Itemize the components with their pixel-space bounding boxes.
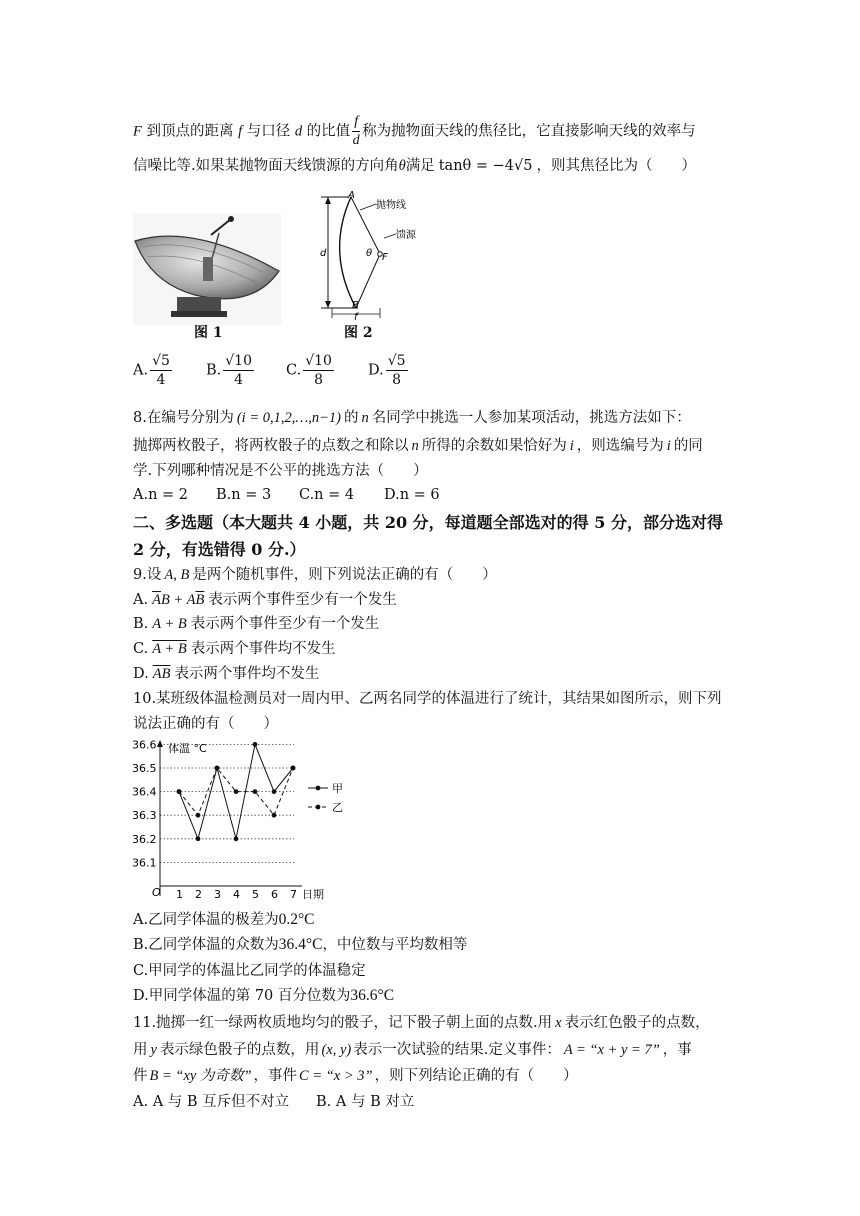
x-axis-label: 日期	[302, 888, 324, 901]
x-tick-label: 5	[252, 888, 259, 901]
q11-option-b: B. A 与 B 对立	[316, 1094, 415, 1110]
x-tick-label: 6	[271, 888, 278, 901]
expr-not-a-plus-b: A + B	[152, 641, 187, 657]
x-tick-label: 1	[176, 888, 183, 901]
y-axis-arrow	[157, 740, 163, 747]
label-A: A	[348, 190, 355, 201]
expr-a-plus-b: A + B	[152, 616, 187, 632]
option-text: D.甲同学体温的第 70 百分位数为	[133, 988, 351, 1004]
y-tick-label: 36.1	[132, 856, 157, 870]
origin-label: O	[152, 886, 161, 899]
q10-line2: 说法正确的有（ ）	[133, 716, 278, 732]
q11-text: 表示一次试验的结果.定义事件：	[353, 1042, 561, 1058]
legend-label: 乙	[332, 801, 343, 814]
y-tick-label: 36.6	[132, 738, 157, 752]
legend-marker	[316, 786, 321, 791]
x-tick-label: 7	[290, 888, 297, 901]
q11-line1	[133, 1013, 710, 1033]
data-point	[253, 789, 258, 794]
option-denominator: 8	[392, 372, 402, 388]
q11-text: ，则下列结论正确的有（ ）	[374, 1068, 578, 1084]
q8-text: 所得的余数如果恰好为	[421, 438, 567, 454]
focus-label: F	[133, 123, 142, 140]
q10-option-c: C.甲同学的体温比乙同学的体温稳定	[133, 963, 366, 979]
q11-option-a: A. A 与 B 互斥但不对立	[133, 1094, 290, 1110]
q11-text: 用	[133, 1042, 148, 1058]
y-tick-label: 36.4	[132, 785, 157, 799]
q8-text: 的	[344, 410, 359, 426]
option-numerator: √5	[152, 353, 170, 369]
x-tick-label: 4	[233, 888, 240, 901]
q8-line2	[133, 436, 703, 456]
q8-text: 8.在编号分别为	[133, 410, 234, 426]
data-point	[234, 789, 239, 794]
data-point	[196, 813, 201, 818]
i-var: i	[569, 438, 574, 454]
y-var: y	[150, 1042, 157, 1058]
event-a-def: A = “x + y = 7”	[563, 1042, 660, 1058]
q7-text: 到顶点的距离	[141, 123, 239, 140]
q7-option-c	[286, 352, 336, 389]
figure-1-dish-photo	[133, 213, 281, 325]
option-text: ，中位数与平均数相等	[322, 937, 468, 953]
option-key: D.	[368, 362, 384, 379]
legend-marker	[316, 805, 321, 810]
q10-option-a	[133, 910, 315, 930]
q7-text: 称为抛物面天线的焦径比，它直接影响天线的效率与	[362, 123, 696, 140]
q8-option-d: D.n = 6	[384, 487, 440, 503]
q9-option-c	[133, 639, 336, 659]
option-value: 0.2°C	[278, 911, 315, 928]
q7-option-d	[368, 352, 410, 389]
label-d: d	[320, 248, 327, 259]
q9-text: 9.设	[133, 567, 162, 583]
events-ab: A, B	[164, 567, 190, 583]
label-B: B	[352, 300, 359, 311]
q7-text: ，则其焦径比为（ ）	[536, 158, 696, 174]
option-denominator: 8	[314, 372, 324, 388]
option-text: A.乙同学体温的极差为	[133, 912, 279, 928]
q8-option-b: B.n = 3	[216, 487, 272, 503]
option-text: 表示两个事件至少有一个发生	[190, 616, 380, 632]
option-denominator: 4	[234, 372, 244, 388]
option-numerator: √5	[387, 353, 406, 369]
data-point	[234, 836, 239, 841]
expr-a-bar-b-plus-a-b-bar: $\overline{A}B + A\overline{B}$	[152, 592, 205, 608]
y-tick-label: 36.2	[132, 832, 157, 846]
n-var: n	[411, 438, 419, 454]
data-point	[291, 766, 296, 771]
q7-option-b	[206, 352, 256, 389]
option-value: 36.4°C	[278, 936, 323, 953]
label-f: f	[354, 312, 358, 320]
diameter-var: d	[294, 123, 303, 140]
label-theta: θ	[366, 248, 373, 259]
data-point	[177, 789, 182, 794]
figure-1-caption: 图 1	[194, 325, 223, 341]
q9-text: 是两个随机事件，则下列说法正确的有（ ）	[192, 567, 497, 583]
option-text: B.乙同学体温的众数为	[133, 937, 279, 953]
event-b-def: B = “xy 为奇数”	[149, 1068, 252, 1084]
data-point	[272, 813, 277, 818]
label-F: F	[382, 252, 388, 263]
index-set: (i = 0,1,2,…,n−1)	[236, 410, 341, 426]
q7-text: 的比值	[302, 123, 351, 140]
q8-option-a: A.n = 2	[133, 487, 189, 503]
section-2-heading-line2: 2 分，有选错得 0 分.）	[133, 540, 306, 559]
q8-option-c: C.n = 4	[299, 487, 355, 503]
x-tick-label: 3	[214, 888, 221, 901]
label-parabola: 抛物线	[376, 200, 406, 211]
n-var: n	[361, 410, 369, 426]
q9-stem	[133, 565, 497, 585]
label-feed: 馈源	[396, 230, 416, 241]
event-c-def: C = “x > 3”	[299, 1068, 373, 1084]
tan-condition: tanθ = −4√5	[438, 158, 533, 174]
q8-line3: 学.下列哪种情况是不公平的挑选方法（ ）	[133, 463, 428, 479]
option-denominator: 4	[156, 372, 166, 388]
option-numerator: √10	[305, 353, 332, 369]
q11-text: ，事	[662, 1042, 692, 1058]
option-key: D.	[133, 666, 149, 682]
q11-text: 表示绿色骰子的点数，用	[159, 1042, 320, 1058]
temperature-line-chart	[130, 736, 350, 902]
parabola-curve	[340, 197, 356, 308]
q8-text: 名同学中挑选一人参加某项活动，挑选方法如下：	[371, 410, 691, 426]
q8-text: ，则选编号为	[576, 438, 664, 454]
y-tick-label: 36.3	[132, 809, 157, 823]
parabola-svg	[318, 190, 428, 320]
q8-text: 的同	[673, 438, 703, 454]
q7-text: 满足	[405, 158, 435, 174]
option-key: A.	[133, 592, 149, 608]
legend-label: 甲	[332, 782, 343, 795]
q9-option-b	[133, 614, 379, 634]
q10-line1: 10.某班级体温检测员对一周内甲、乙两名同学的体温进行了统计，其结果如图所示，则下列	[133, 691, 722, 707]
q11-line3	[133, 1066, 578, 1086]
option-text: 表示两个事件均不发生	[190, 641, 336, 657]
chart-legend	[308, 782, 343, 814]
q7-line2	[133, 156, 696, 176]
q8-line1	[133, 408, 691, 428]
theta-var: θ	[398, 158, 406, 174]
x-tick-label: 2	[195, 888, 202, 901]
q7-line1	[133, 113, 696, 150]
expr-not-ab: $\overline{AB}$	[152, 666, 171, 682]
option-text: 表示两个事件均不发生	[174, 666, 320, 682]
q7-option-a	[133, 352, 174, 389]
option-key: A.	[133, 362, 149, 379]
y-axis-label: 体温 °C	[168, 742, 207, 755]
q11-text: 11.抛掷一红一绿两枚质地均匀的骰子，记下骰子朝上面的点数.用	[133, 1015, 553, 1031]
fraction-numerator: f	[352, 113, 360, 132]
q11-text: ，事件	[253, 1068, 298, 1084]
q9-option-a	[133, 590, 397, 610]
option-key: B.	[206, 362, 222, 379]
q11-text: 件	[133, 1068, 148, 1084]
option-key: C.	[286, 362, 302, 379]
option-key: C.	[133, 641, 149, 657]
q9-option-d	[133, 664, 319, 684]
data-point	[196, 836, 201, 841]
data-point	[215, 766, 220, 771]
q10-option-d	[133, 986, 394, 1006]
option-numerator: √10	[225, 353, 253, 369]
xy-pair: (x, y)	[321, 1042, 352, 1058]
q8-text: 抛掷两枚骰子，将两枚骰子的点数之和除以	[133, 438, 409, 454]
q10-option-b	[133, 935, 467, 955]
section-2-heading-line1: 二、多选题（本大题共 4 小题，共 20 分，每道题全部选对的得 5 分，部分选对得	[133, 513, 723, 532]
fraction-denominator: d	[352, 133, 360, 148]
data-point	[253, 742, 258, 747]
q11-line2	[133, 1040, 692, 1060]
q11-text: 表示红色骰子的点数，	[564, 1015, 710, 1031]
focal-ratio-fraction	[352, 113, 360, 150]
option-value: 36.6°C	[350, 987, 395, 1004]
q7-text: 与口径	[242, 123, 295, 140]
temperature-chart	[130, 736, 350, 902]
figure-2-caption: 图 2	[344, 325, 373, 341]
figure-2-parabola-diagram	[318, 190, 428, 320]
focal-length-var: f	[238, 123, 243, 140]
x-var: x	[555, 1015, 562, 1031]
q7-text: 信噪比等.如果某抛物面天线馈源的方向角	[133, 158, 399, 174]
i-var: i	[666, 438, 671, 454]
option-key: B.	[133, 616, 149, 632]
y-tick-label: 36.5	[132, 762, 157, 775]
data-point	[272, 789, 277, 794]
option-text: 表示两个事件至少有一个发生	[208, 592, 397, 608]
dish-illustration	[133, 213, 281, 325]
